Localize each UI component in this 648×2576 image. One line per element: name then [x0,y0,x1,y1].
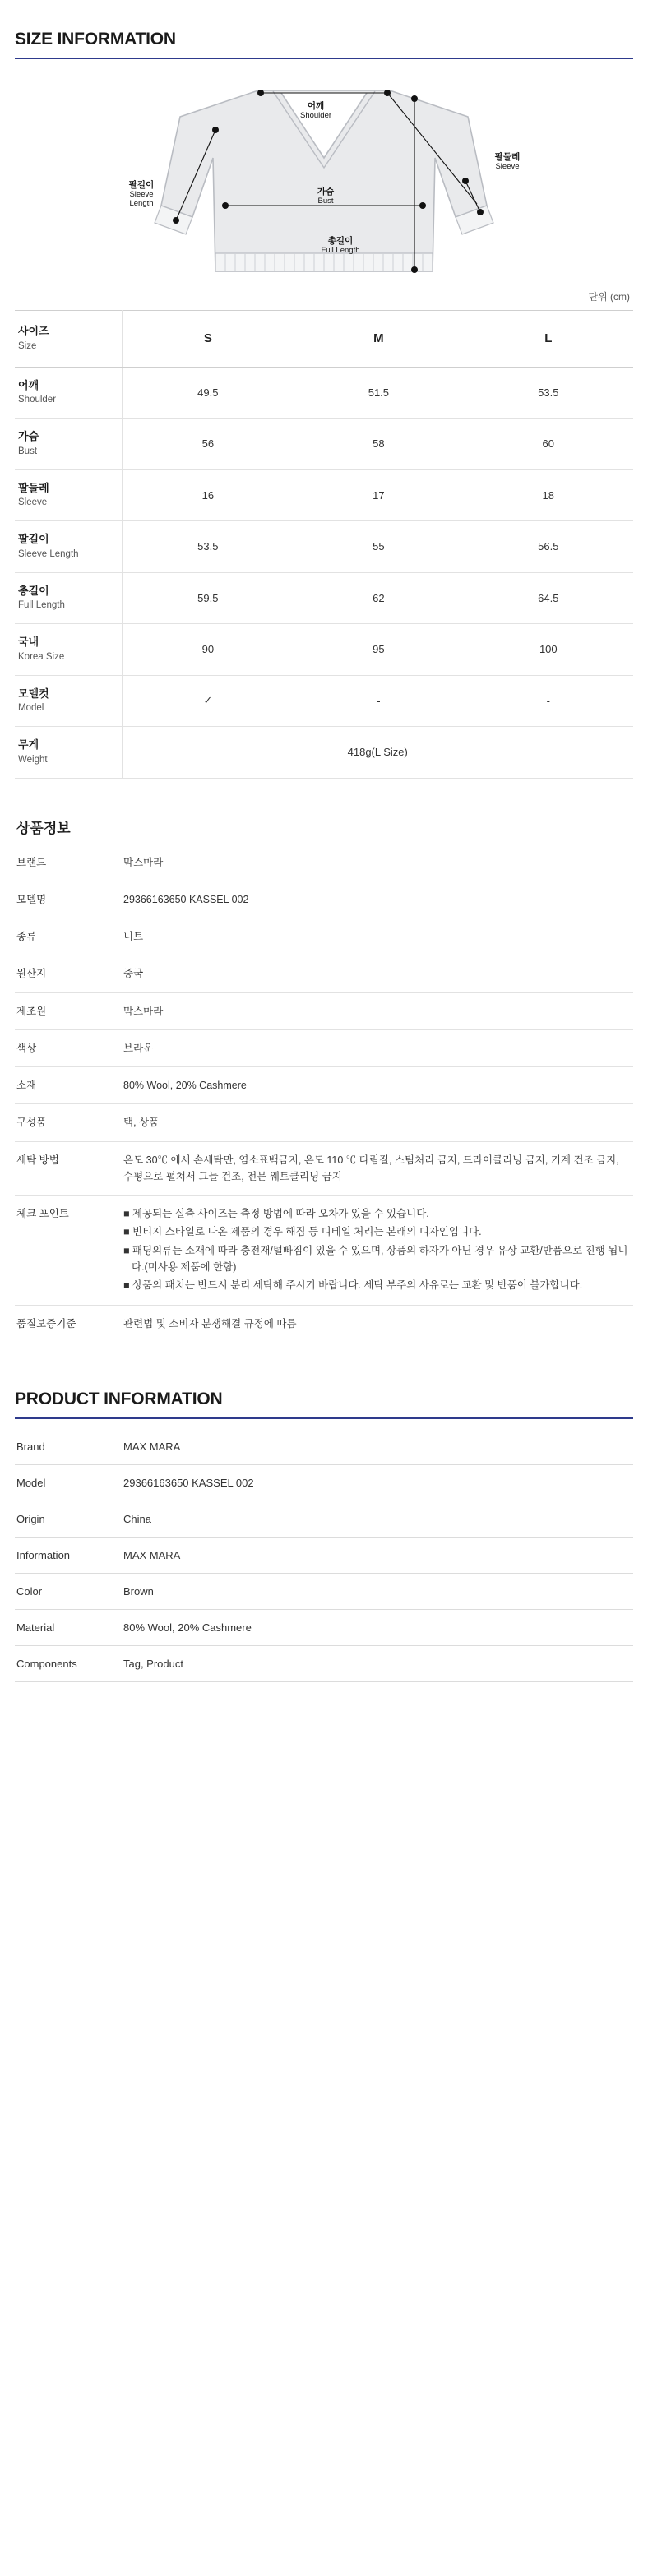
table-row-weight [15,727,633,779]
table-row [15,1573,633,1609]
cell-sleeve-l: 18 [464,469,633,521]
product-info-heading: 상품정보 [16,820,71,836]
cell-korea-l: 100 [464,624,633,676]
top-spacer [15,0,633,30]
table-row [15,1104,633,1141]
info-label-manufacturer: 제조원 [15,992,112,1029]
info-value-wash: 온도 30℃ 에서 손세탁만, 염소표백금지, 온도 110 ℃ 다림질, 스팀처리 금지, 드라이클리닝 금지, 기계 건조 금지, 수평으로 펼쳐서 그늘 건조, 전문 웨트클리닝 금지 [112,1141,633,1196]
row-label-korea-size [15,624,122,676]
info-label-check-point: 체크 포인트 [15,1196,112,1306]
size-col-header-en: Size [18,340,37,351]
row-label-ko: 총길이 [18,584,49,597]
info-value-model: 29366163650 KASSEL 002 [112,881,633,918]
row-label-shoulder [15,367,122,419]
cell-bust-m: 58 [294,419,463,470]
row-label-en: Shoulder [18,395,57,405]
bottom-spacer [15,1682,633,1707]
en-value-material: 80% Wool, 20% Cashmere [112,1609,633,1645]
en-value-components: Tag, Product [112,1645,633,1681]
en-label-color: Color [15,1573,112,1609]
label-sleeve-length-ko: 팔길이 [128,180,155,190]
table-row [15,624,633,676]
info-label-brand: 브랜드 [15,844,112,881]
cell-shoulder-l: 53.5 [464,367,633,419]
en-value-brand: MAX MARA [112,1429,633,1465]
label-bust-ko: 가슴 [317,187,335,197]
table-row [15,992,633,1029]
info-value-material: 80% Wool, 20% Cashmere [112,1067,633,1104]
cell-model-l: - [464,675,633,727]
cell-sleeve-length-s: 53.5 [122,521,294,573]
table-header-row [15,311,633,368]
info-value-manufacturer: 막스마라 [112,992,633,1029]
label-shoulder-ko: 어깨 [307,101,325,111]
cell-full-length-s: 59.5 [122,572,294,624]
cell-sleeve-length-l: 56.5 [464,521,633,573]
info-label-color: 색상 [15,1029,112,1066]
info-value-origin: 중국 [112,955,633,992]
label-full-length-en: Full Length [321,246,360,255]
product-information-heading: PRODUCT INFORMATION [15,1390,633,1419]
en-label-origin: Origin [15,1501,112,1537]
en-value-model: 29366163650 KASSEL 002 [112,1464,633,1501]
row-label-sleeve [15,469,122,521]
check-bullet: ■ 패딩의류는 소재에 따라 충전재/털빠짐이 있을 수 있으며, 상품의 하자가 아닌 경우 유상 교환/반품으로 진행 됩니다.(미사용 제품에 한함) [123,1244,628,1273]
info-value-brand: 막스마라 [112,844,633,881]
cell-bust-s: 56 [122,419,294,470]
en-label-brand: Brand [15,1429,112,1465]
info-value-quality: 관련법 및 소비자 분쟁해결 규정에 따름 [112,1306,633,1343]
cell-full-length-m: 62 [294,572,463,624]
check-bullet: ■ 상품의 패치는 반드시 분리 세탁해 주시기 바랍니다. 세탁 부주의 사유로는 교환 및 반품이 불가합니다. [123,1279,583,1292]
row-label-ko: 가슴 [18,430,39,443]
info-label-material: 소재 [15,1067,112,1104]
info-label-model: 모델명 [15,881,112,918]
table-row [15,881,633,918]
size-col-header-ko: 사이즈 [18,325,49,337]
row-label-en: Korea Size [18,651,65,662]
row-label-ko: 팔둘레 [18,481,49,494]
size-table-head [15,311,633,368]
en-value-information: MAX MARA [112,1537,633,1573]
table-row [15,1464,633,1501]
table-row [15,1537,633,1573]
size-col-header [15,311,122,368]
col-header-s: S [122,311,294,368]
cell-shoulder-s: 49.5 [122,367,294,419]
cell-weight-value: 418g(L Size) [122,727,633,779]
en-label-information: Information [15,1537,112,1573]
table-row [15,1501,633,1537]
info-value-check-point [112,1196,633,1306]
cell-shoulder-m: 51.5 [294,367,463,419]
row-label-en: Bust [18,446,38,456]
info-label-quality: 품질보증기준 [15,1306,112,1343]
en-value-origin: China [112,1501,633,1537]
en-label-material: Material [15,1609,112,1645]
row-label-bust [15,419,122,470]
unit-note: 단위 (cm) [588,291,630,303]
info-label-wash: 세탁 방법 [15,1141,112,1196]
row-label-ko: 팔길이 [18,533,49,546]
row-label-en: Model [18,703,44,714]
table-row [15,1609,633,1645]
row-label-en: Sleeve Length [18,548,79,559]
table-row [15,675,633,727]
table-row [15,521,633,573]
cell-sleeve-length-m: 55 [294,521,463,573]
row-label-sleeve-length [15,521,122,573]
size-information-heading: SIZE INFORMATION [15,30,633,59]
row-label-en: Sleeve [18,497,48,508]
sweater-diagram-svg [94,66,554,281]
cell-bust-l: 60 [464,419,633,470]
product-information-table [15,1429,633,1682]
check-bullet: ■ 제공되는 실측 사이즈는 측정 방법에 따라 오차가 있을 수 있습니다. [123,1208,429,1220]
col-header-l: L [464,311,633,368]
table-row [15,469,633,521]
cell-full-length-l: 64.5 [464,572,633,624]
row-label-ko: 어깨 [18,378,39,391]
info-label-origin: 원산지 [15,955,112,992]
table-row [15,1141,633,1196]
cell-model-m: - [294,675,463,727]
label-shoulder-en: Shoulder [299,111,332,120]
col-header-m: M [294,311,463,368]
table-row [15,1645,633,1681]
table-row [15,844,633,881]
garment-measurement-diagram [15,66,633,286]
table-row [15,1029,633,1066]
table-row [15,918,633,955]
info-value-color: 브라운 [112,1029,633,1066]
cell-sleeve-s: 16 [122,469,294,521]
spacer-product-info [15,779,633,816]
row-label-model [15,675,122,727]
cell-korea-m: 95 [294,624,463,676]
label-sleeve-ko: 팔둘레 [494,152,521,162]
table-row [15,367,633,419]
product-info-table [15,844,633,1343]
check-bullet: ■ 빈티지 스타일로 나온 제품의 경우 해짐 등 디테일 처리는 본래의 디자인입니다. [123,1226,482,1238]
table-row-check-point [15,1196,633,1306]
info-value-type: 니트 [112,918,633,955]
row-label-ko: 모델컷 [18,687,49,700]
label-bust-en: Bust [317,197,334,206]
table-row [15,419,633,470]
size-table [15,310,633,779]
table-row [15,1429,633,1465]
row-label-en: Full Length [18,600,65,611]
cell-sleeve-m: 17 [294,469,463,521]
row-label-weight [15,727,122,779]
row-label-en: Weight [18,754,48,765]
size-table-body [15,367,633,778]
label-full-length-ko: 총길이 [327,236,354,246]
info-label-type: 종류 [15,918,112,955]
en-label-model: Model [15,1464,112,1501]
table-row [15,1306,633,1343]
row-label-ko: 국내 [18,636,39,649]
label-sleeve-length-en2: Length [129,199,154,208]
row-label-full-length [15,572,122,624]
en-label-components: Components [15,1645,112,1681]
hem-rib-lines [225,254,423,271]
en-value-color: Brown [112,1573,633,1609]
table-row [15,572,633,624]
cell-korea-s: 90 [122,624,294,676]
label-sleeve-length-en1: Sleeve [129,190,154,199]
table-row [15,1067,633,1104]
info-label-components: 구성품 [15,1104,112,1141]
table-row [15,955,633,992]
row-label-ko: 무게 [18,738,39,752]
cell-model-s: ✓ [122,675,294,727]
label-sleeve-en: Sleeve [495,162,520,171]
info-value-components: 택, 상품 [112,1104,633,1141]
